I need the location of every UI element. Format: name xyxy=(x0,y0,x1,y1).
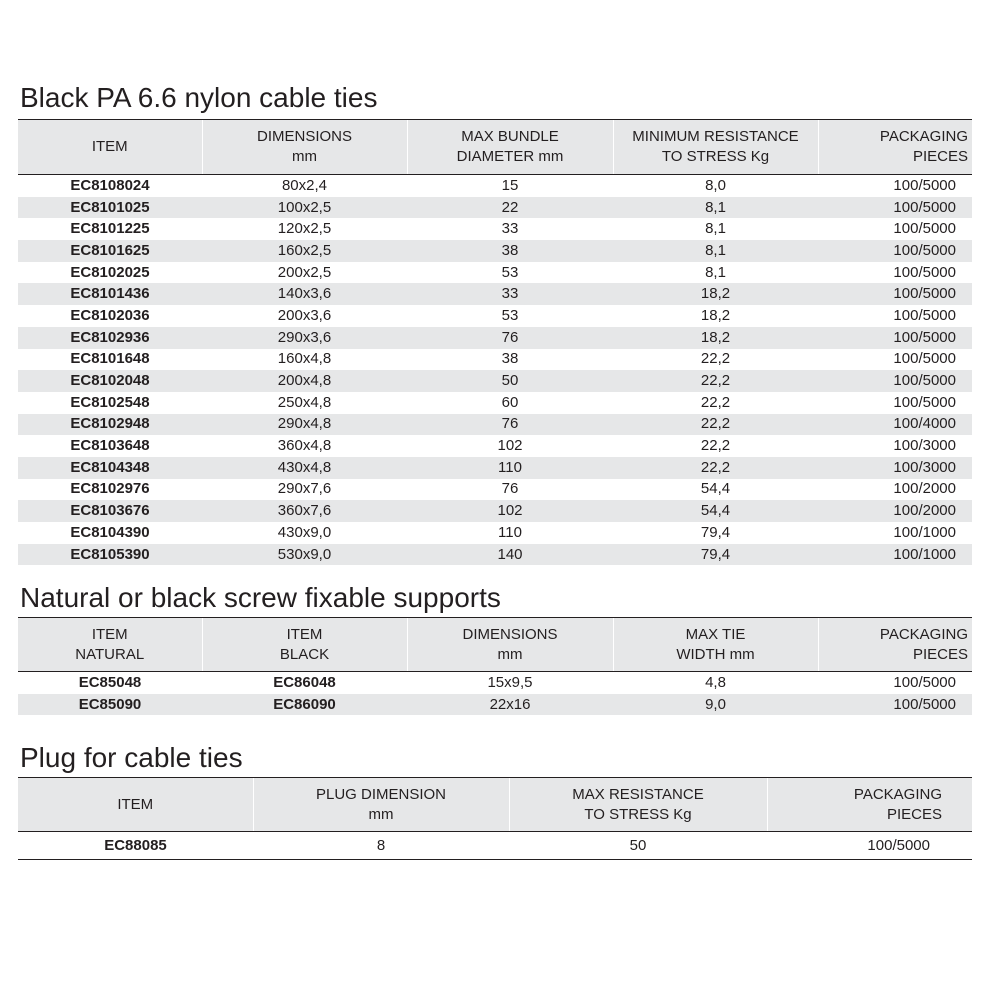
table-cell: 22 xyxy=(407,197,613,219)
table-cell: EC8102048 xyxy=(18,370,202,392)
table-cell: 100/4000 xyxy=(818,414,972,436)
table-cell: 360x7,6 xyxy=(202,500,407,522)
table-cell: EC8103648 xyxy=(70,437,150,455)
column-header-item-natural: ITEM NATURAL xyxy=(18,618,202,672)
table-cell: 100/2000 xyxy=(893,480,956,498)
table-cell: 290x4,8 xyxy=(202,414,407,436)
table-cell: 290x3,6 xyxy=(202,327,407,349)
table-row xyxy=(18,672,972,694)
table-body xyxy=(18,672,972,716)
table-cell: 79,4 xyxy=(613,544,818,566)
table-row xyxy=(18,694,972,716)
table-cell: EC85048 xyxy=(78,673,142,691)
table-cell: 15 xyxy=(501,176,519,194)
table-cell: 110 xyxy=(407,457,613,479)
table-cell: EC8103676 xyxy=(18,500,202,522)
table-cell: 76 xyxy=(407,414,613,436)
table-cell: 22,2 xyxy=(613,457,818,479)
table-cell: 102 xyxy=(497,437,523,455)
table-cell: 8,1 xyxy=(613,240,818,262)
table-cell: 50 xyxy=(629,836,647,854)
table-cell: 100/5000 xyxy=(893,306,956,324)
table-cell: 100x2,5 xyxy=(202,197,407,219)
table-cell: 22x16 xyxy=(407,694,613,716)
table-header-row xyxy=(18,120,972,175)
table-cell: 100/1000 xyxy=(818,544,972,566)
table-cell: 100/5000 xyxy=(818,370,972,392)
table-cell: EC8101436 xyxy=(18,283,202,305)
table-cell: 8,1 xyxy=(613,197,818,219)
table-cell: 79,4 xyxy=(700,523,731,541)
table-cell: 33 xyxy=(407,283,613,305)
table-cell: 100/2000 xyxy=(818,500,972,522)
table-cell: EC8108024 xyxy=(70,176,150,194)
table-cell: 360x4,8 xyxy=(277,437,332,455)
table-cell: EC8101648 xyxy=(70,350,150,368)
plug-table xyxy=(18,777,972,860)
table-cell: 22,2 xyxy=(700,437,731,455)
column-header-max-bundle-diameter: MAX BUNDLE DIAMETER mm xyxy=(407,120,613,175)
table-cell: 8,1 xyxy=(705,220,726,238)
table-cell: EC8101025 xyxy=(18,197,202,219)
table-row xyxy=(18,392,972,414)
table-cell: 250x4,8 xyxy=(277,393,332,411)
table-cell: EC8104348 xyxy=(18,457,202,479)
table-cell: 80x2,4 xyxy=(281,176,328,194)
table-row xyxy=(18,457,972,479)
table-row xyxy=(18,522,972,544)
table-cell: 100/5000 xyxy=(893,176,956,194)
table-cell: 110 xyxy=(498,523,522,541)
table-cell: EC8104390 xyxy=(70,523,150,541)
table-cell: EC86090 xyxy=(202,694,407,716)
table-cell: 100/5000 xyxy=(818,197,972,219)
table-row xyxy=(18,832,972,860)
table-row xyxy=(18,327,972,349)
table-row xyxy=(18,349,972,371)
table-row xyxy=(18,283,972,305)
table-cell: 430x4,8 xyxy=(202,457,407,479)
column-header-packaging: PACKAGING PIECES xyxy=(767,778,972,832)
table-cell: 100/3000 xyxy=(893,437,956,455)
table-cell: 100/5000 xyxy=(893,350,956,368)
table-cell: EC85090 xyxy=(18,694,202,716)
table-cell: EC8102548 xyxy=(70,393,150,411)
table-row xyxy=(18,435,972,457)
table-cell: 140x3,6 xyxy=(202,283,407,305)
table-row xyxy=(18,500,972,522)
table-cell: EC8102025 xyxy=(70,263,150,281)
table-row xyxy=(18,370,972,392)
table-cell: EC8101225 xyxy=(70,220,150,238)
table-cell: EC88085 xyxy=(104,836,167,854)
table-cell: 100/5000 xyxy=(893,393,956,411)
cable-ties-table xyxy=(18,119,972,565)
table-cell: 54,4 xyxy=(700,480,731,498)
column-header-packaging: PACKAGING PIECES xyxy=(818,618,972,672)
table-cell: 100/5000 xyxy=(893,263,956,281)
table-cell: 53 xyxy=(501,263,519,281)
table-cell: 100/5000 xyxy=(818,283,972,305)
table-cell: 140 xyxy=(407,544,613,566)
table-row xyxy=(18,262,972,284)
table-cell: 18,2 xyxy=(700,306,731,324)
table-cell: 38 xyxy=(407,240,613,262)
table-cell: 100/5000 xyxy=(818,694,972,716)
table-cell: 100/3000 xyxy=(818,457,972,479)
table-cell: 200x3,6 xyxy=(277,306,332,324)
table-cell: 100/5000 xyxy=(818,327,972,349)
table-cell: 160x2,5 xyxy=(202,240,407,262)
section-title-plug: Plug for cable ties xyxy=(20,742,243,773)
table-cell: 100/5000 xyxy=(867,836,930,854)
table-cell: 530x9,0 xyxy=(202,544,407,566)
section-title-screw-supports: Natural or black screw fixable supports xyxy=(20,582,501,613)
table-cell: 60 xyxy=(501,393,519,411)
table-cell: 8 xyxy=(376,836,386,854)
table-cell: 15x9,5 xyxy=(487,673,533,691)
table-row xyxy=(18,240,972,262)
table-cell: 76 xyxy=(501,480,519,498)
column-header-item: ITEM xyxy=(18,120,202,175)
table-row xyxy=(18,305,972,327)
table-cell: EC8105390 xyxy=(18,544,202,566)
table-cell: EC86048 xyxy=(273,673,336,691)
table-body xyxy=(18,832,972,860)
table-cell: EC8102948 xyxy=(18,414,202,436)
table-cell: 200x2,5 xyxy=(277,263,332,281)
table-cell: 22,2 xyxy=(613,370,818,392)
column-header-packaging: PACKAGING PIECES xyxy=(818,120,972,175)
table-cell: 76 xyxy=(407,327,613,349)
column-header-minimum-resistance: MINIMUM RESISTANCE TO STRESS Kg xyxy=(613,120,818,175)
table-cell: 100/5000 xyxy=(893,220,956,238)
column-header-plug-dimension: PLUG DIMENSION mm xyxy=(253,778,509,832)
table-cell: 100/5000 xyxy=(818,240,972,262)
table-header-row xyxy=(18,618,972,672)
table-cell: 100/1000 xyxy=(893,523,956,541)
table-cell: 50 xyxy=(407,370,613,392)
column-header-max-tie-width: MAX TIE WIDTH mm xyxy=(613,618,818,672)
table-cell: 9,0 xyxy=(613,694,818,716)
table-cell: 120x2,5 xyxy=(277,220,332,238)
table-cell: 430x9,0 xyxy=(277,523,332,541)
table-cell: 8,0 xyxy=(705,176,726,194)
table-cell: 18,2 xyxy=(613,283,818,305)
table-cell: 102 xyxy=(407,500,613,522)
table-header-row xyxy=(18,778,972,832)
table-row xyxy=(18,479,972,501)
table-cell: 160x4,8 xyxy=(277,350,332,368)
table-body xyxy=(18,175,972,566)
table-cell: 200x4,8 xyxy=(202,370,407,392)
table-cell: 22,2 xyxy=(700,350,731,368)
section-title-cable-ties: Black PA 6.6 nylon cable ties xyxy=(20,82,378,113)
table-row xyxy=(18,175,972,197)
table-row xyxy=(18,414,972,436)
column-header-dimensions: DIMENSIONS mm xyxy=(407,618,613,672)
column-header-max-resistance: MAX RESISTANCE TO STRESS Kg xyxy=(509,778,767,832)
table-cell: 53 xyxy=(501,306,519,324)
table-cell: 54,4 xyxy=(613,500,818,522)
screw-supports-table xyxy=(18,617,972,715)
table-cell: 8,1 xyxy=(705,263,726,281)
column-header-dimensions: DIMENSIONS mm xyxy=(202,120,407,175)
table-cell: 33 xyxy=(501,220,519,238)
table-cell: 290x7,6 xyxy=(277,480,332,498)
table-cell: EC8102976 xyxy=(70,480,150,498)
column-header-item: ITEM xyxy=(18,778,253,832)
table-cell: 22,2 xyxy=(700,393,731,411)
table-cell: EC8101625 xyxy=(18,240,202,262)
column-header-item-black: ITEM BLACK xyxy=(202,618,407,672)
table-cell: 22,2 xyxy=(613,414,818,436)
table-row xyxy=(18,197,972,219)
table-cell: 38 xyxy=(501,350,519,368)
table-cell: EC8102036 xyxy=(70,306,150,324)
table-cell: EC8102936 xyxy=(18,327,202,349)
table-cell: 18,2 xyxy=(613,327,818,349)
table-row xyxy=(18,218,972,240)
table-row xyxy=(18,544,972,566)
table-cell: 4,8 xyxy=(705,673,726,691)
table-cell: 100/5000 xyxy=(893,673,956,691)
